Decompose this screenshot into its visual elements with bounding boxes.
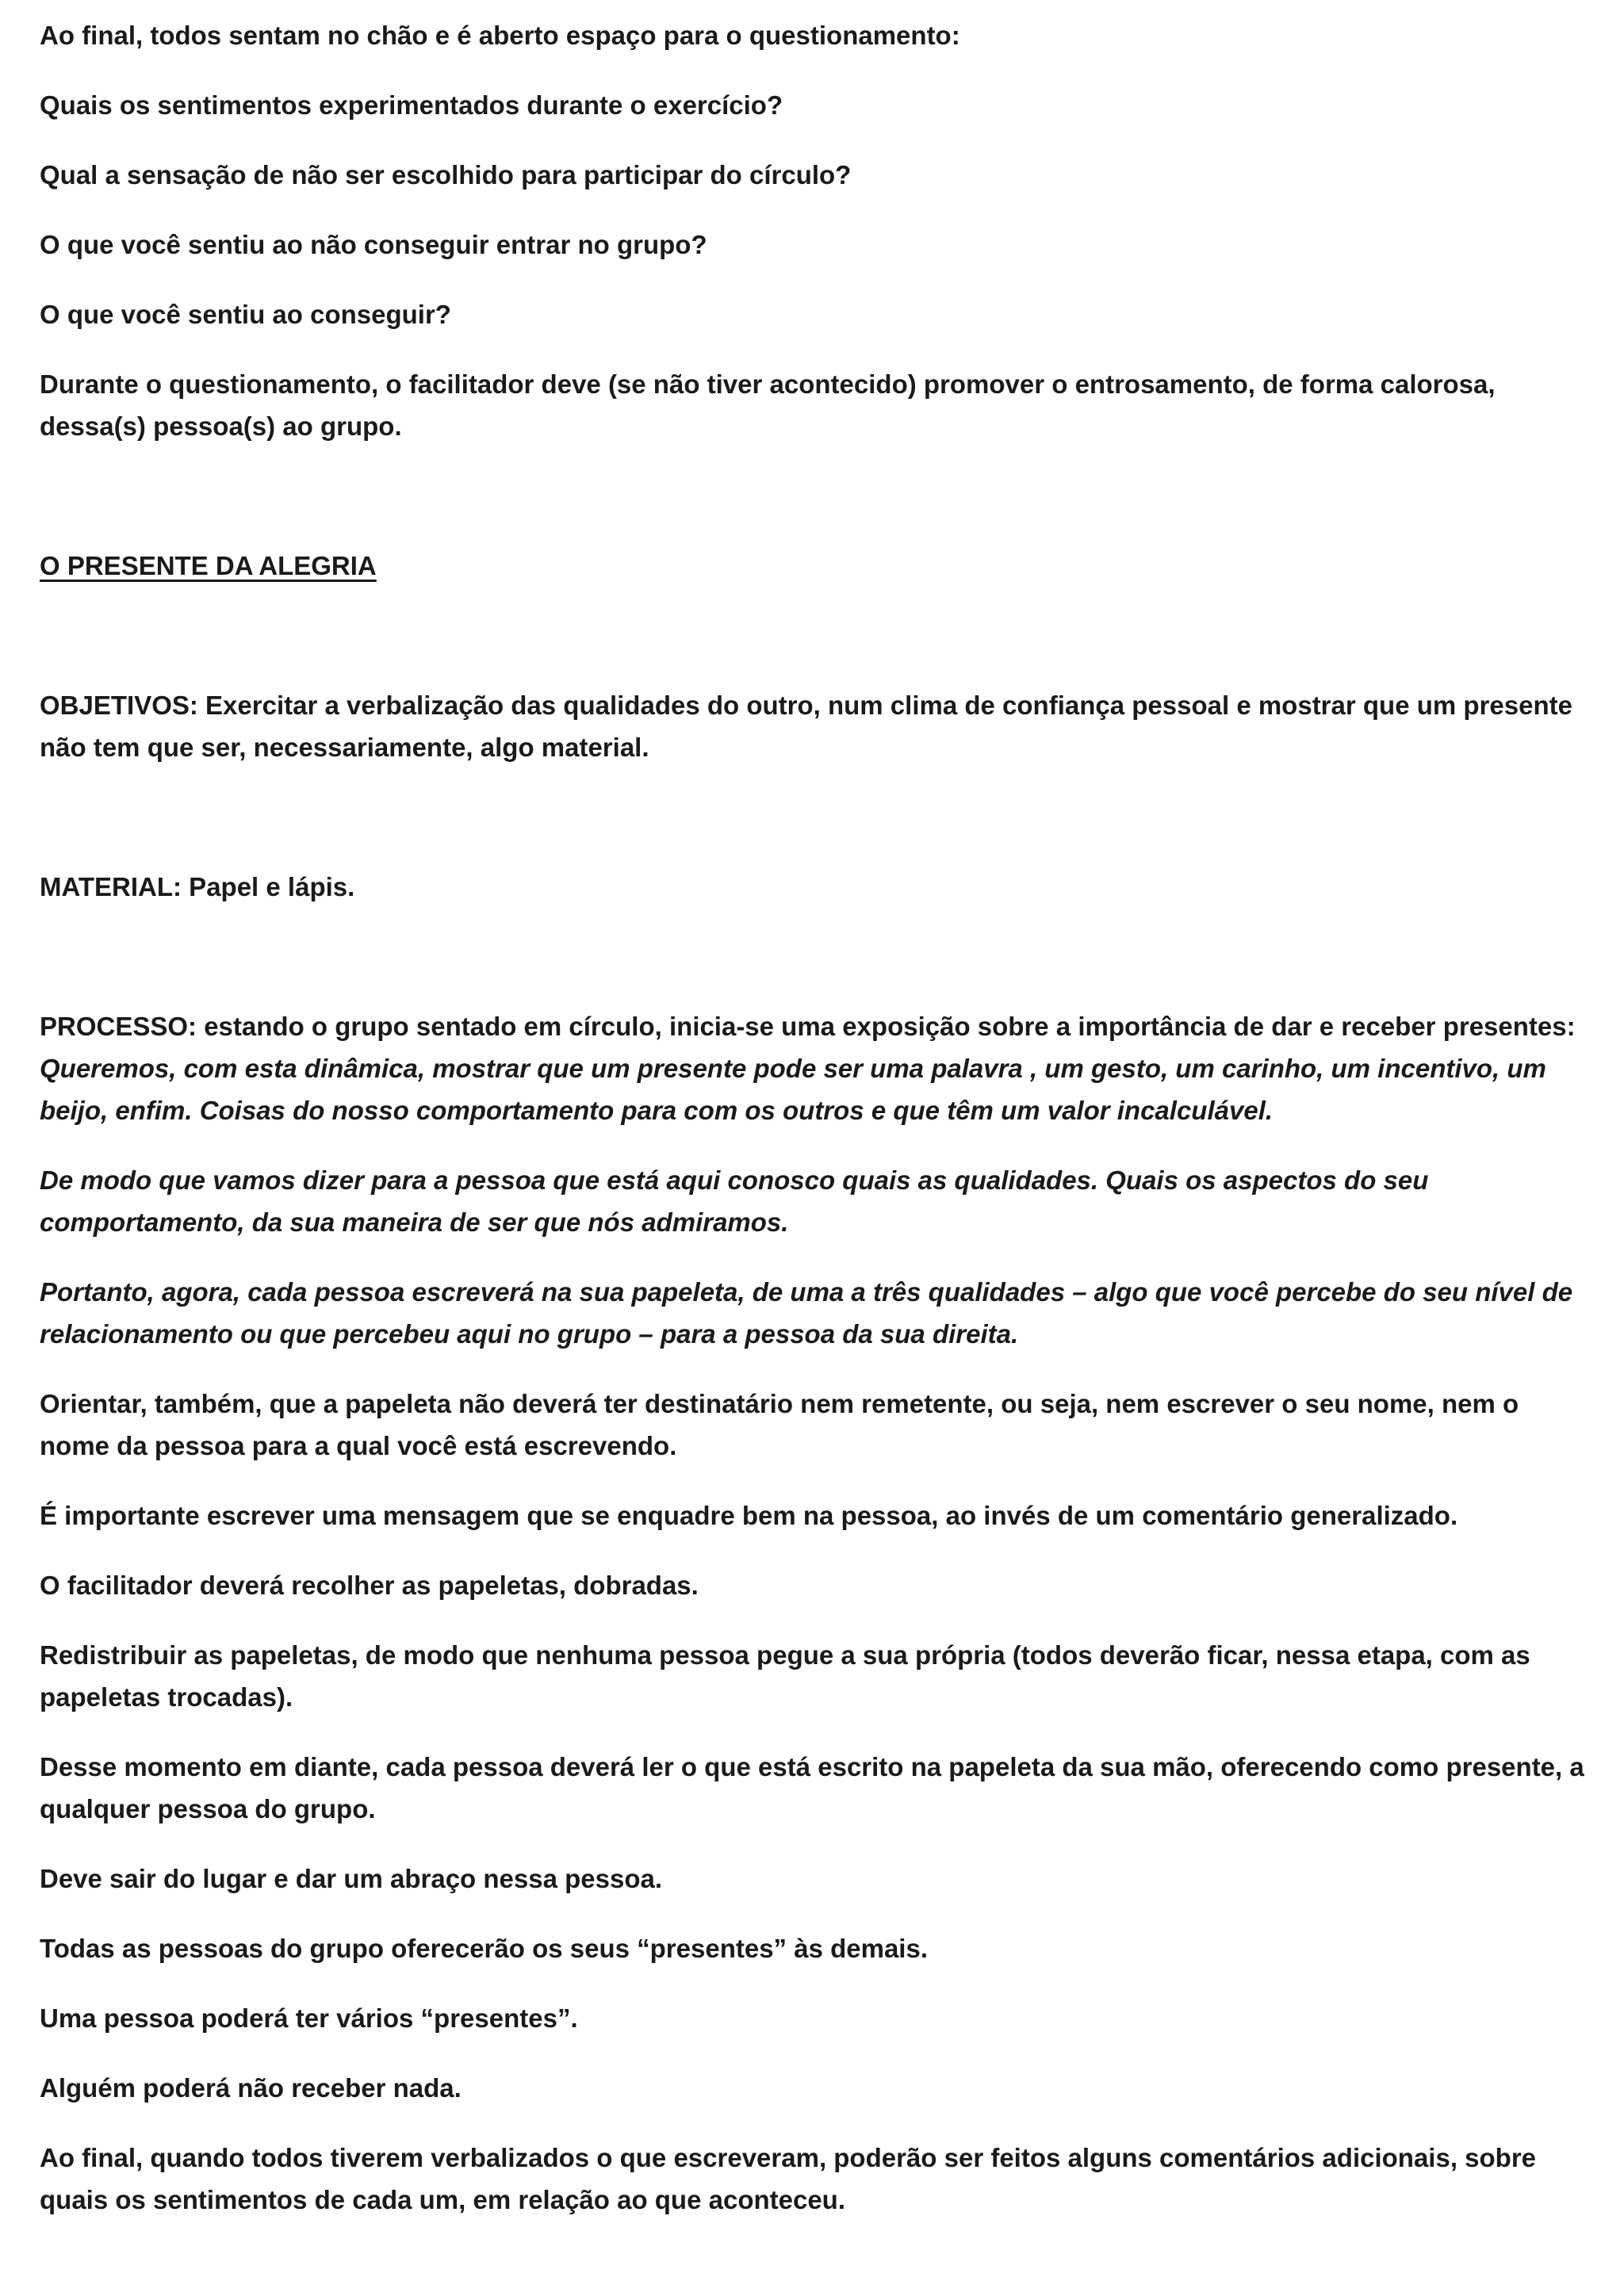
step-paragraph: Ao final, quando todos tiverem verbalizados o que escreveram, poderão ser feitos alguns comentários adicionais, sobre quais os sentimentos de cada um, em relação ao que aconteceu. bbox=[40, 2143, 1537, 2214]
step-paragraph: Redistribuir as papeletas, de modo que nenhuma pessoa pegue a sua própria (todos deverão ficar, nessa etapa, com as papeletas trocadas). bbox=[40, 1640, 1530, 1712]
question-3: O que você sentiu ao não conseguir entrar no grupo? bbox=[40, 230, 707, 259]
step-paragraph: Uma pessoa poderá ter vários “presentes”. bbox=[40, 2003, 578, 2033]
facilitator-paragraph: Durante o questionamento, o facilitador deve (se não tiver acontecido) promover o entrosamento, de forma calorosa, dessa(s) pessoa(s) ao grupo. bbox=[40, 369, 1496, 441]
italic-text-2: Portanto, agora, cada pessoa escreverá na sua papeleta, de uma a três qualidades – algo que você percebe do seu nível de relacionamento ou que percebeu aqui no grupo – para a pessoa da sua direita. bbox=[40, 1277, 1573, 1349]
document-page bbox=[40, 14, 1594, 2221]
processo-lead: PROCESSO: estando o grupo sentado em círculo, inicia-se uma exposição sobre a importância de dar e receber presentes: bbox=[40, 1012, 1576, 1041]
processo-paragraph bbox=[40, 1005, 1594, 1131]
question-4: O que você sentiu ao conseguir? bbox=[40, 300, 451, 329]
section-title: O PRESENTE DA ALEGRIA bbox=[40, 551, 377, 580]
intro-paragraph: Ao final, todos sentam no chão e é aberto espaço para o questionamento: bbox=[40, 21, 960, 50]
italic-paragraph-1 bbox=[40, 1159, 1594, 1243]
step-paragraph: Todas as pessoas do grupo oferecerão os seus “presentes” às demais. bbox=[40, 1934, 928, 1963]
step-paragraph: Alguém poderá não receber nada. bbox=[40, 2073, 462, 2103]
step-paragraph: Deve sair do lugar e dar um abraço nessa pessoa. bbox=[40, 1864, 663, 1893]
processo-italic: Queremos, com esta dinâmica, mostrar que um presente pode ser uma palavra , um gesto, um carinho, um incentivo, um beijo, enfim. Coisas do nosso comportamento para com os outros e que têm um valor incalculável. bbox=[40, 1054, 1546, 1125]
objetivos-paragraph: OBJETIVOS: Exercitar a verbalização das qualidades do outro, num clima de confiança pessoal e mostrar que um presente não tem que ser, necessariamente, algo material. bbox=[40, 691, 1572, 762]
question-2: Qual a sensação de não ser escolhido para participar do círculo? bbox=[40, 160, 852, 189]
italic-text-1: De modo que vamos dizer para a pessoa que está aqui conosco quais as qualidades. Quais os aspectos do seu comportamento, da sua maneira de ser que nós admiramos. bbox=[40, 1165, 1429, 1237]
question-1: Quais os sentimentos experimentados durante o exercício? bbox=[40, 90, 783, 120]
step-paragraph: O facilitador deverá recolher as papeletas, dobradas. bbox=[40, 1571, 699, 1600]
step-paragraph: Orientar, também, que a papeleta não deverá ter destinatário nem remetente, ou seja, nem escrever o seu nome, nem o nome da pessoa para a qual você está escrevendo. bbox=[40, 1389, 1519, 1460]
step-paragraph: Desse momento em diante, cada pessoa deverá ler o que está escrito na papeleta da sua mão, oferecendo como presente, a qualquer pessoa do grupo. bbox=[40, 1752, 1584, 1823]
material-paragraph: MATERIAL: Papel e lápis. bbox=[40, 872, 355, 901]
step-paragraph: É importante escrever uma mensagem que se enquadre bem na pessoa, ao invés de um comentário generalizado. bbox=[40, 1501, 1458, 1530]
italic-paragraph-2 bbox=[40, 1271, 1594, 1355]
